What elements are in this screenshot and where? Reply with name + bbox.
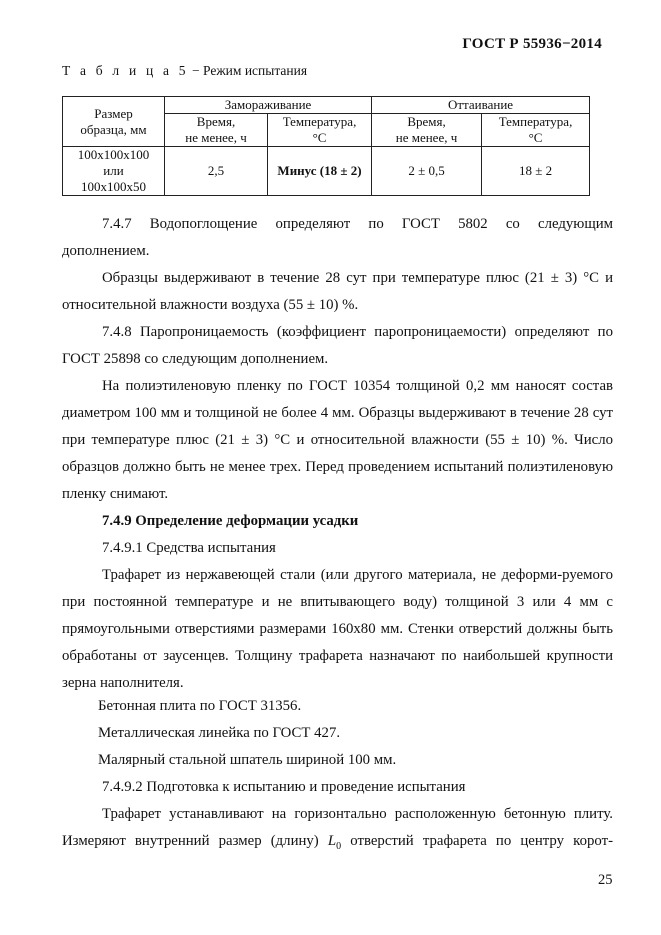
cell-sample-size-line3: 100х100х50 [81, 179, 146, 194]
para-measure-line [62, 828, 613, 860]
para-stencil: Трафарет из нержавеющей стали (или другого материала, не деформи-руемого при постоянной температуре и не впитывающего воду) толщиной 3 или 4 мм с прямоугольными отверстиями размерами 160х80 мм. Стенки отверстий должны быть обработаны от заусенцев. Толщину трафарета назначают по наибольшей крупности зерна наполнителя. [62, 567, 613, 691]
cell-sample-size-line2: или [103, 163, 124, 178]
table-caption-label: Т а б л и ц а 5 [62, 63, 189, 78]
para-748: 7.4.8 Паропроницаемость (коэффициент паропроницаемости) определяют по ГОСТ 25898 со следующим дополнением. [62, 324, 613, 367]
heading-749: 7.4.9 Определение деформации усадки [102, 513, 359, 529]
subheader-thaw-temp [482, 114, 590, 147]
cell-thaw-time: 2 ± 0,5 [372, 147, 482, 196]
para-film: На полиэтиленовую пленку по ГОСТ 10354 толщиной 0,2 мм наносят состав диаметром 100 мм и толщиной не более 4 мм. Образцы выдерживают в течение 28 сут при температуре плюс (21 ± 3) °С и относительной влажности (55 ± 10) %. Число образцов должно быть не менее трех. Перед проведением испытаний полиэтиленовую пленку снимают. [62, 378, 613, 502]
page-number: 25 [598, 872, 613, 888]
subheader-freeze-time-line2: не менее, ч [185, 130, 247, 145]
header-thawing: Оттаивание [372, 97, 590, 114]
para-measure-text-b: отверстий трафарета по центру корот- [350, 833, 614, 849]
subheader-freeze-temp-line1: Температура, [282, 114, 357, 129]
subheader-freeze-temp-line2: °С [312, 130, 327, 145]
para-install-line1: Трафарет устанавливают на горизонтально расположенную бетонную плиту. [102, 806, 613, 822]
heading-7492: 7.4.9.2 Подготовка к испытанию и проведение испытания [102, 779, 466, 795]
subheader-thaw-time-line1: Время, [407, 114, 446, 129]
para-747-line1: 7.4.7 Водопоглощение определяют по ГОСТ 5802 со следующим [102, 216, 613, 232]
table-header-row [63, 97, 590, 114]
cell-sample-size-line1: 100х100х100 [77, 147, 150, 162]
subheader-freeze-temp [268, 114, 372, 147]
para-measure-text-a: Измеряют внутренний размер (длину) [62, 833, 319, 849]
subheader-freeze-time [165, 114, 268, 147]
cell-sample-size [63, 147, 165, 196]
subheader-thaw-temp-line1: Температура, [498, 114, 573, 129]
header-freezing: Замораживание [165, 97, 372, 114]
subheader-thaw-time-line2: не менее, ч [395, 130, 458, 145]
cell-freeze-temp: Минус (18 ± 2) [268, 147, 372, 196]
para-spatula: Малярный стальной шпатель шириной 100 мм. [98, 752, 397, 768]
heading-7491: 7.4.9.1 Средства испытания [102, 540, 276, 556]
cell-thaw-temp: 18 ± 2 [482, 147, 590, 196]
cell-freeze-time: 2,5 [165, 147, 268, 196]
para-concrete-plate: Бетонная плита по ГОСТ 31356. [98, 698, 302, 714]
para-ruler: Металлическая линейка по ГОСТ 427. [98, 725, 341, 741]
subheader-thaw-time [372, 114, 482, 147]
symbol-l0 [327, 833, 342, 852]
header-sample-size-line2: образца, мм [80, 121, 147, 137]
table-row [63, 147, 590, 196]
symbol-subscript-0: 0 [336, 840, 342, 852]
header-sample-size [63, 97, 165, 147]
subheader-freeze-time-line1: Время, [196, 114, 236, 129]
para-747-line2: дополнением. [62, 243, 150, 259]
symbol-l: L [327, 833, 337, 849]
table-caption [62, 63, 307, 79]
para-samples-water: Образцы выдерживают в течение 28 сут при температуре плюс (21 ± 3) °С и относительной влажности воздуха (55 ± 10) %. [62, 270, 613, 313]
test-mode-table [62, 96, 590, 196]
header-sample-size-line1: Размер [94, 105, 133, 121]
subheader-thaw-temp-line2: °С [528, 130, 543, 145]
table-caption-text: − Режим испытания [192, 63, 308, 78]
document-header: ГОСТ Р 55936−2014 [462, 36, 602, 52]
